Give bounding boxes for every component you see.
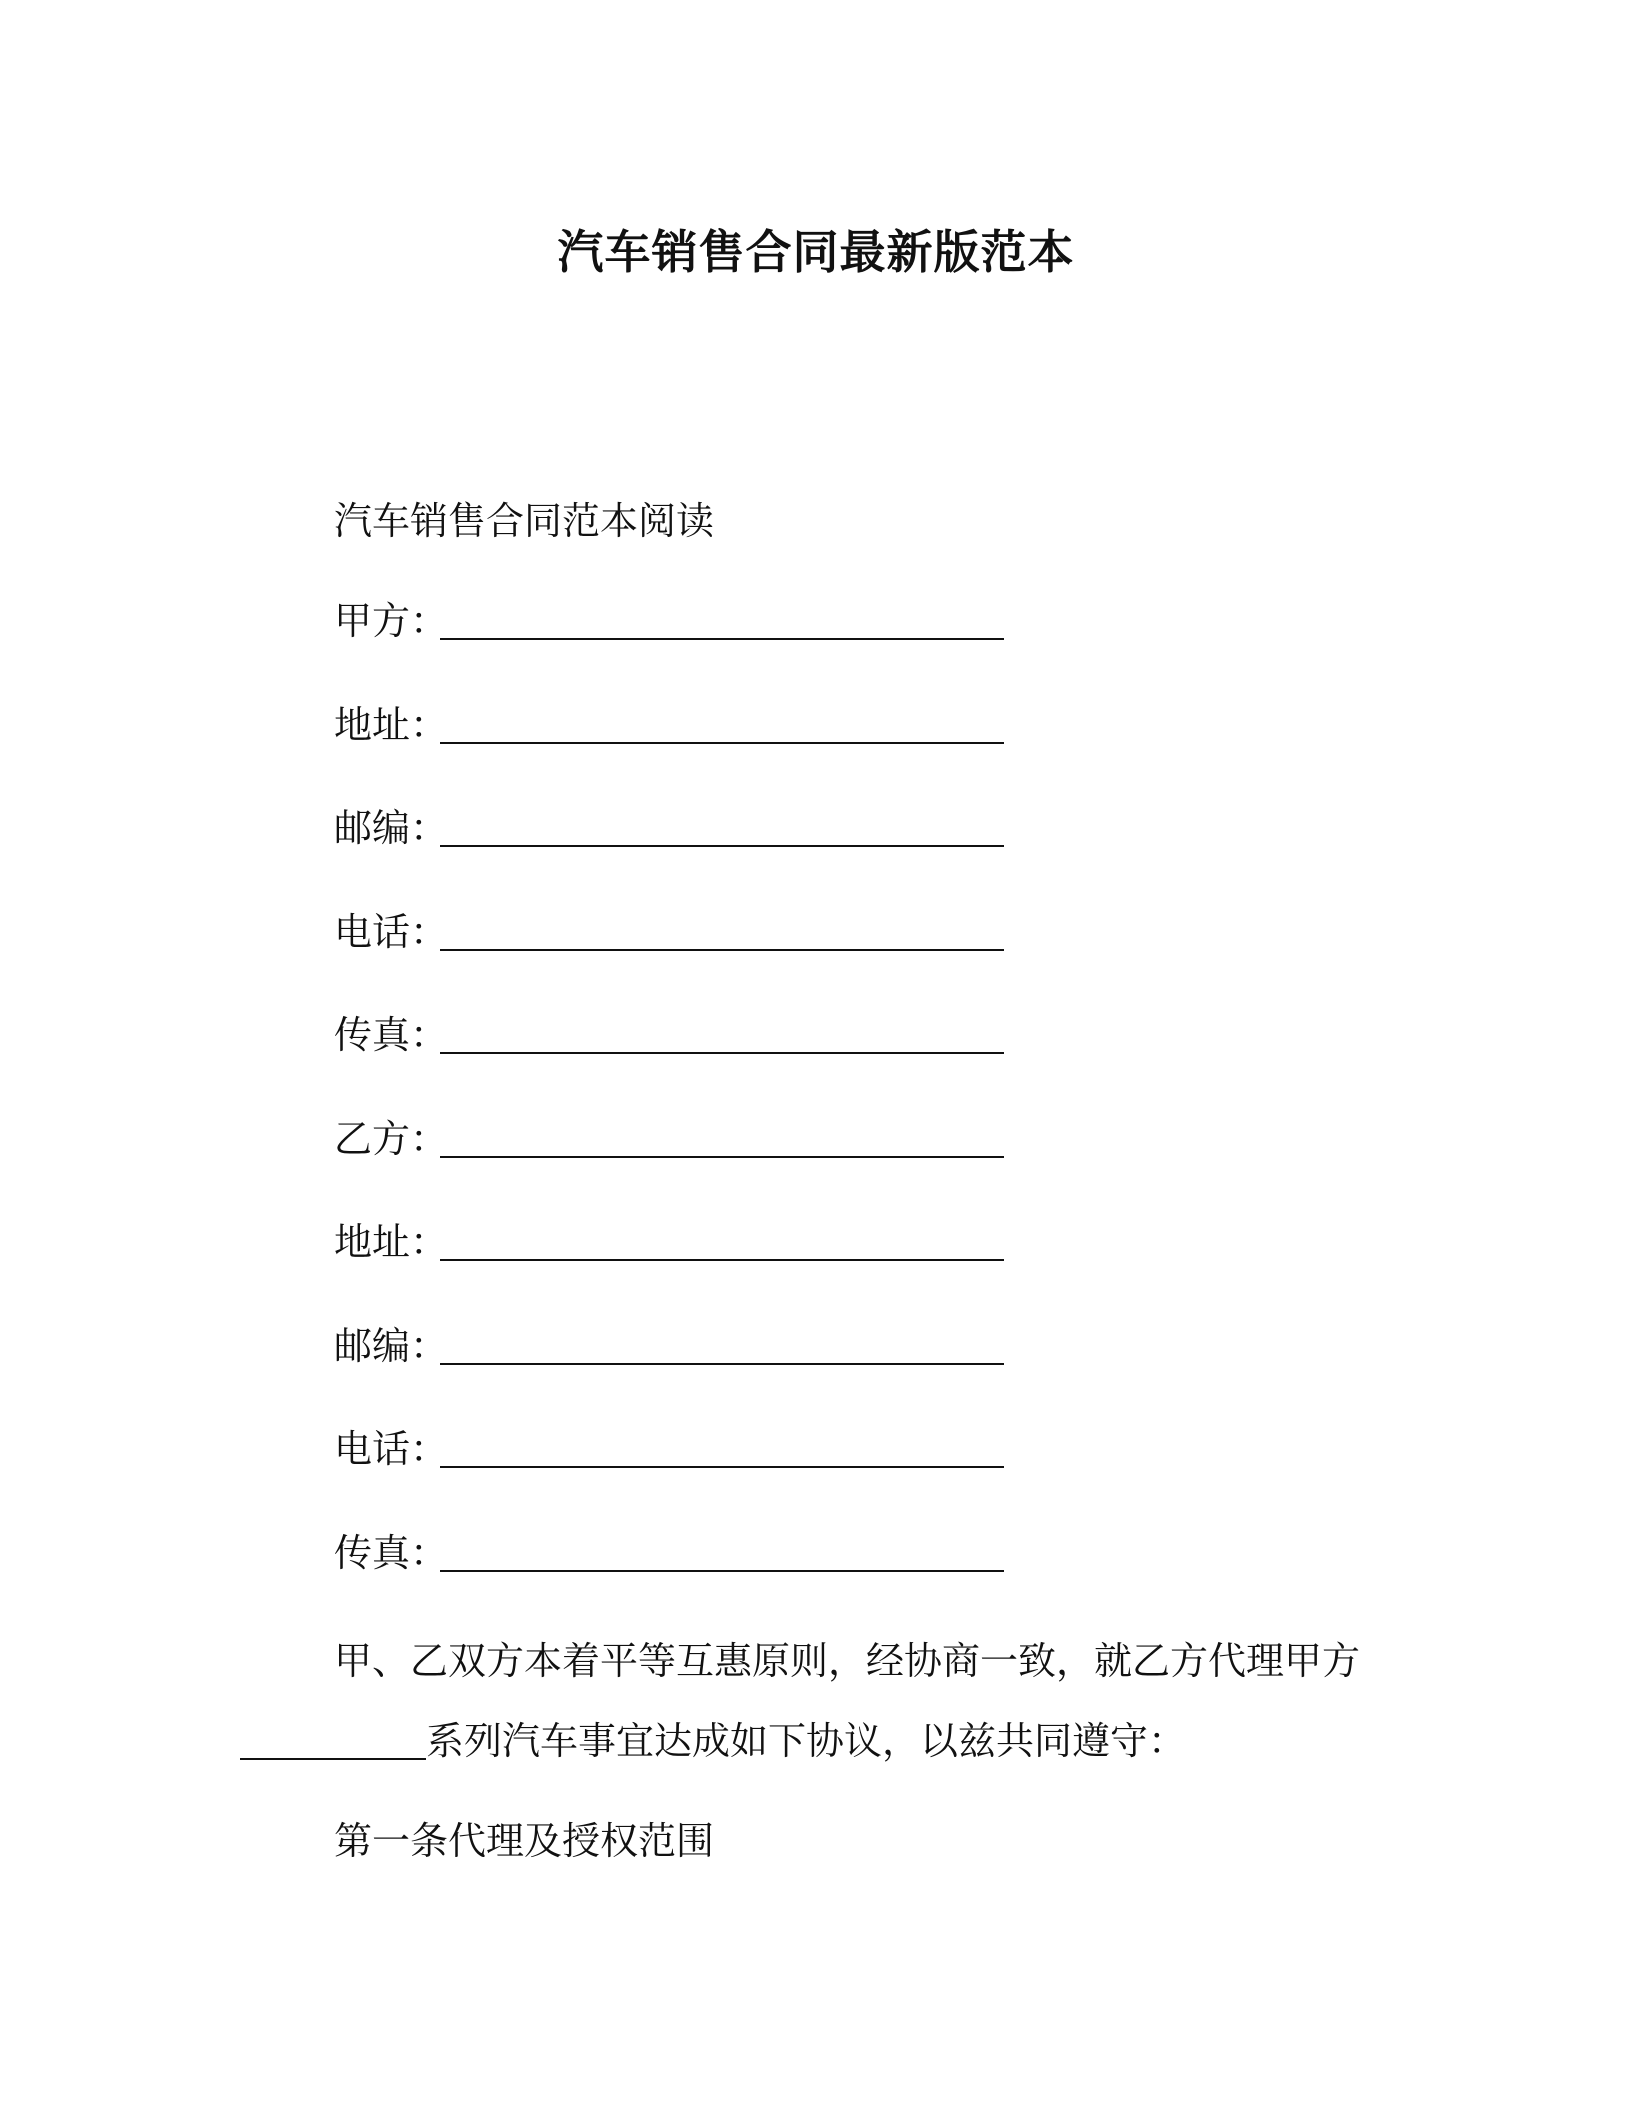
document-title: 汽车销售合同最新版范本 [557,225,1075,279]
field-colon: ： [410,599,449,643]
party-a-phone-field [334,907,1004,957]
agreement-intro-text: 系列汽车事宜达成如下协议，以兹共同遵守： [426,1719,1187,1763]
field-colon: ： [410,1427,449,1471]
field-colon: ： [410,703,449,747]
fill-in-blank[interactable] [440,694,1004,744]
field-label: 传真 [334,1531,411,1575]
fill-in-blank[interactable] [440,1211,1004,1261]
field-label: 甲方 [334,599,411,643]
fill-in-blank[interactable] [440,901,1004,951]
field-label: 乙方 [334,1117,411,1161]
field-label: 传真 [334,1013,411,1057]
fill-in-blank[interactable] [440,590,1004,640]
agreement-intro-line-1: 甲、乙双方本着平等互惠原则，经协商一致，就乙方代理甲方 [334,1639,1361,1683]
party-a-field [334,596,1004,646]
series-name-blank[interactable] [240,1710,426,1760]
subheading: 汽车销售合同范本阅读 [334,499,715,543]
field-colon: ： [410,1220,449,1264]
party-a-address-field [334,700,1004,750]
field-label: 电话 [334,910,411,954]
party-b-phone-field [334,1424,1004,1474]
field-colon: ： [410,1324,449,1368]
field-label: 电话 [334,1427,411,1471]
party-b-postcode-field [334,1321,1004,1371]
fill-in-blank[interactable] [440,1004,1004,1054]
party-b-fax-field [334,1528,1004,1578]
fill-in-blank[interactable] [440,1108,1004,1158]
fill-in-blank[interactable] [440,1522,1004,1572]
agreement-intro-line-2 [240,1716,1186,1766]
fill-in-blank[interactable] [440,1315,1004,1365]
field-label: 邮编 [334,1324,411,1368]
field-colon: ： [410,910,449,954]
party-b-field [334,1114,1004,1164]
party-a-postcode-field [334,803,1004,853]
article-1-heading: 第一条代理及授权范围 [334,1819,715,1863]
field-colon: ： [410,806,449,850]
field-colon: ： [410,1531,449,1575]
field-label: 地址 [334,703,411,747]
fill-in-blank[interactable] [440,797,1004,847]
field-label: 邮编 [334,806,411,850]
field-colon: ： [410,1117,449,1161]
party-b-address-field [334,1217,1004,1267]
party-a-fax-field [334,1010,1004,1060]
fill-in-blank[interactable] [440,1418,1004,1468]
field-label: 地址 [334,1220,411,1264]
field-colon: ： [410,1013,449,1057]
